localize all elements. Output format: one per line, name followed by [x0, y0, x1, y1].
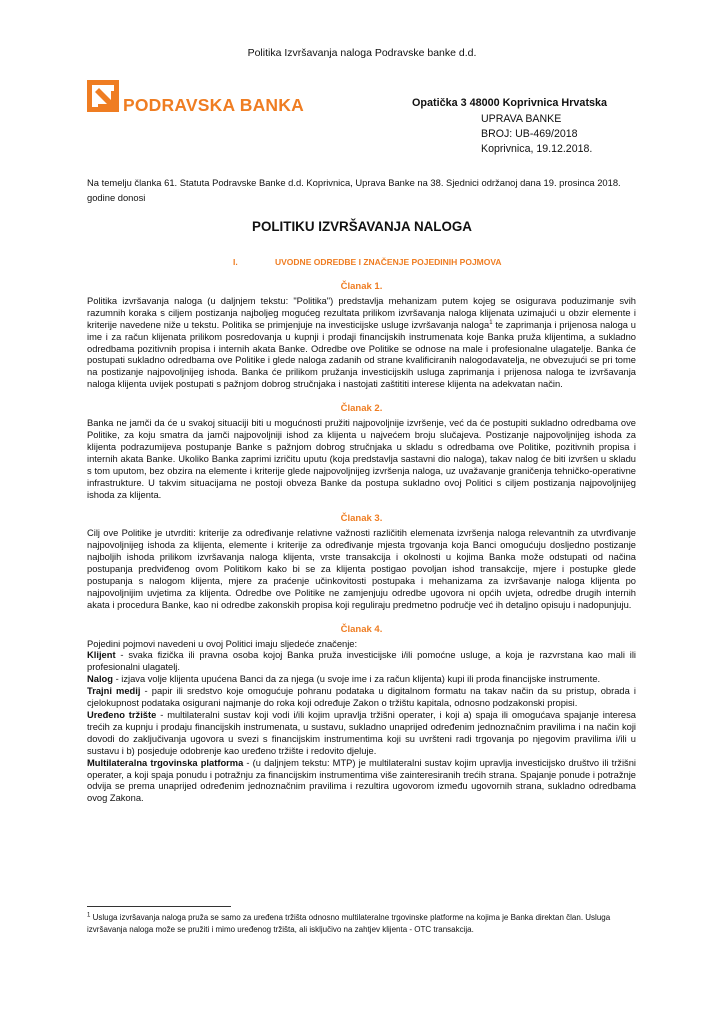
section-title: UVODNE ODREDBE I ZNAČENJE POJEDINIH POJMOVA — [275, 257, 502, 267]
article-heading: Članak 1. — [340, 281, 383, 292]
definition-item: Multilateralna trgovinska platforma - (u daljnjem tekstu: MTP) je multilateralni sustav kojim upravlja investicijsko društvo ili tržišni operater, a koji spaja ponudu i potražnju za financijskim instrumentima više zainteresiranih trećih strana. Spajanje ponude i potražnje odvija se prema unaprijed određenim jednoznačnim pravilima i rezultira ugovorom između ugovornih strana, sukladno odredbama ovog Zakona. — [87, 757, 636, 804]
article-1 — [87, 281, 636, 391]
definitions-intro: Pojedini pojmovi navedeni u ovoj Politici imaju sljedeće značenje: — [87, 638, 358, 649]
article-paragraph: Banka ne jamči da će u svakoj situaciji biti u mogućnosti pružiti najpovoljnije izvršenje, već da će postupiti sukladno odredbama ove Politike, za koju smatra da jamči najpovoljniji ishod za klijenta u najvećem broju slučajeva. Postizanje najpovoljnijeg ishoda za klijenta podrazumijeva postupanje Banke s pažnjom dobrog stručnjaka u skladu s odredbama ove Politike, pozitivnih propisa i internih akata Banke. Ukoliko Banka zaprimi izričitu uputu (koja predstavlja sastavni dio naloga), takav nalog će biti izvršen u skladu s tom uputom, bez obzira na elemente i kriterije glede najpovoljnijeg izvršenja naloga, uz uvažavanje graničenja tehničko-operativne infrastrukture. U takvim situacijama ne postoji obveza Banke da postupa sukladno ovoj Politici s ciljem postizanja najpovoljnijeg ishoda za klijenta. — [87, 418, 636, 500]
bank-address: Opatička 3 48000 Koprivnica Hrvatska — [412, 97, 608, 109]
definition-item: Trajni medij - papir ili sredstvo koje omogućuje pohranu podataka u digitalnom formatu na takav način da su pristup, obrada i cjelokupnost podataka osigurani najmanje do roka koji određuje Zakon o tržištu kapitala, odnosno podzakonski propisi. — [87, 686, 636, 709]
definition-item: Klijent - svaka fizička ili pravna osoba kojoj Banka pruža investicijske i/ili pomoćne usluge, a koja je razvrstana kao mali ili profesionalni ulagatelj. — [87, 650, 636, 673]
document-body — [87, 281, 636, 805]
definition-term: Nalog — [87, 674, 113, 685]
definitions-list — [87, 639, 636, 806]
bank-logo-text: PODRAVSKA BANKA — [123, 95, 304, 115]
footnote-divider — [87, 906, 231, 907]
bank-logo — [87, 80, 304, 115]
article-paragraph: Politika izvršavanja naloga (u daljnjem tekstu: "Politika") predstavlja mehanizam putem kojeg se osigurava poduzimanje svih razumnih koraka s ciljem postizanja najboljeg mogućeg rezultata prilikom izvršavanja naloga klijenata uzimajući u obzir elemente i kriterije navedene niže u tekstu. Politika se primjenjuje na investicijske usluge izvršavanja naloga$^1$ te zaprimanja i prijenosa naloga u ime i za račun klijenata prilikom posredovanja u kupnji i prodaji financijskih instrumenata koje Banka pruža klijentima, a sukladno odredbama pozitivnih propisa i internih akata Banke. Odredbe ove Politike se odnose na male i profesionalne ulagatelje. Banka će postupati sukladno odredbama ove Politike i glede naloga zadanih od strane kvalificiranih nalogodavatelja, ne obvezujući se pri tome na postizanje najpovoljnijeg ishoda. Banka će prilikom pružanja investicijskih usluga zaprimanja i prijenosa naloga te izvršavanja naloga klijenta uvijek postupati s pažnjom dobrog stručnjaka i nastojati zaštititi interese klijenta na adekvatan način. — [87, 295, 636, 390]
document-meta — [481, 112, 592, 157]
section-heading — [233, 257, 502, 267]
issuing-department: UPRAVA BANKE — [481, 113, 562, 125]
article-heading: Članak 2. — [340, 403, 383, 415]
footnote-text: Usluga izvršavanja naloga pruža se samo za uređena tržišta odnosno multilateralne trgovinske platforme na kojima je Banka direktan član. Usluga izvršavanja naloga može se pružiti i mimo uređenog tržišta, ali isključivo na zahtjev klijenta - OTC transakcija. — [87, 913, 611, 934]
reference-number: BROJ: UB-469/2018 — [481, 128, 578, 140]
article-heading: Članak 4. — [340, 623, 383, 635]
definition-item: Uređeno tržište - multilateralni sustav koji vodi i/ili kojim upravlja tržišni operater, i koji a) spaja ili omogućava spajanje interesa trećih za kupnju i prodaju financijskih instrumenata, u sustavu, sukladno unaprijed određenim jednoznačnim pravilima i na način koji dovodi do zaključivanja ugovora u svezi s financijskim instrumentima koji su uvršteni radi trgovanja po njegovim pravilima i/ili u sustavu i b) posjeduje odobrenje kao uređeno tržište i redovito djeluje. — [87, 710, 636, 756]
article-heading: Članak 3. — [340, 513, 383, 525]
definition-term: Uređeno tržište — [87, 710, 157, 720]
footnote-reference[interactable]: 1 — [489, 319, 493, 326]
footnote-number: 1 — [87, 912, 91, 919]
running-header: Politika Izvršavanja naloga Podravske banke d.d. — [247, 47, 477, 59]
definition-term: Klijent — [87, 650, 116, 661]
definition-term: Multilateralna trgovinska platforma — [87, 757, 244, 768]
preamble: Na temelju članka 61. Statuta Podravske Banke d.d. Koprivnica, Uprava Banke na 38. Sjednici održanoj dana 19. prosinca 2018. godine donosi — [87, 177, 621, 203]
definition-item: Nalog - izjava volje klijenta upućena Banci da za njega (u svoje ime i za račun klijenta) kupi ili proda financijske instrumente. — [87, 674, 601, 685]
document-title: POLITIKU IZVRŠAVANJA NALOGA — [252, 219, 472, 234]
article-paragraph: Cilj ove Politike je utvrditi: kriterije za određivanje relativne važnosti različitih elemenata izvršenja naloga relevantnih za utvrđivanje najpovoljnijeg ishoda za klijenta, elemente i kriterije za određivanje mjesta trgovanja koja Banci omogućuju dosljedno postizanje najboljih ishoda prilikom izvršavanja naloga klijenta, vrste transakcija i okolnosti u kojima Banka može odstupati od načina postupanja predviđenog ovom Politikom kako bi se za klijenta postigao povoljan ishod transakcije, mjere i postupke glede postupanja s nalogom klijenta, mjere za praćenje učinkovitosti postupaka i mehanizama za izvršavanje naloga klijenta po najpovoljnijim uvjetima za klijenta. Odredbe ove Politike ne zamjenjuju odredbe ugovora ni općih uvjeta, odredbe drugih internih akata i procedura Banke, kao ni odredbe zakonskih propisa koji reguliraju predmetno područje već ih detaljno opisuju i nadopunjuju. — [87, 528, 636, 610]
section-number: I. — [233, 257, 238, 267]
definition-term: Trajni medij — [87, 686, 141, 697]
article-4 — [87, 624, 636, 806]
issue-date: Koprivnica, 19.12.2018. — [481, 143, 593, 155]
footnote — [87, 912, 636, 936]
article-2 — [87, 403, 636, 501]
article-3 — [87, 513, 636, 611]
bank-logo-icon — [87, 80, 119, 112]
